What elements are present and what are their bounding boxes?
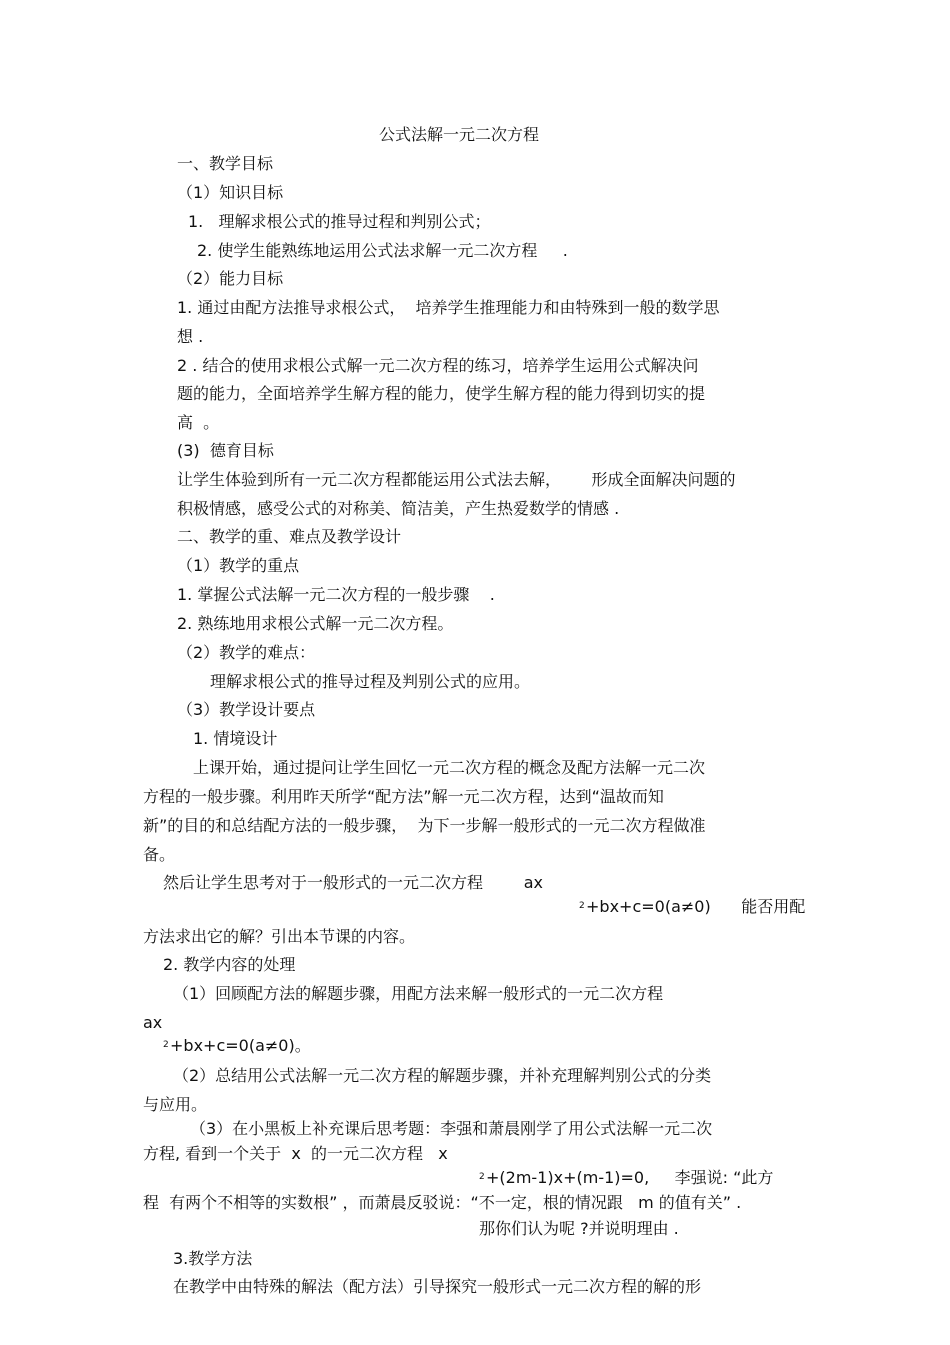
text-line: 那你们认为呢 ?并说明理由 . — [479, 1219, 679, 1238]
text-line: 1. 情境设计 — [193, 729, 278, 748]
text-line: 一、教学目标 — [177, 154, 274, 173]
text-line: （1）教学的重点 — [177, 556, 300, 575]
text-line: +(2m-1)x+(m-1)=0, 李强说: “此方 — [486, 1168, 774, 1187]
text-line: 方程, 看到一个关于 x 的一元二次方程 x — [143, 1144, 448, 1163]
text-line: 与应用。 — [143, 1095, 208, 1114]
text-line: ax — [143, 1013, 163, 1032]
text-line: 在教学中由特殊的解法（配方法）引导探究一般形式一元二次方程的解的形 — [173, 1277, 702, 1296]
text-line: （3）在小黑板上补充课后思考题：李强和萧晨刚学了用公式法解一元二次 — [190, 1119, 713, 1138]
superscript-2: 2 — [479, 1172, 485, 1182]
text-line: （3）教学设计要点 — [177, 700, 316, 719]
text-line: 备。 — [143, 845, 176, 864]
text-line: +bx+c=0(a≠0)。 — [170, 1036, 311, 1055]
text-line: 新”的目的和总结配方法的一般步骤， 为下一步解一般形式的一元二次方程做准 — [143, 816, 706, 835]
text-line: 积极情感，感受公式的对称美、简洁美，产生热爱数学的情感 . — [177, 499, 620, 518]
text-line: （1）知识目标 — [177, 183, 284, 202]
superscript-2: 2 — [163, 1040, 169, 1050]
text-line: 3.教学方法 — [173, 1249, 253, 1268]
superscript-2: 2 — [579, 901, 585, 911]
text-line: 然后让学生思考对于一般形式的一元二次方程 ax — [163, 873, 543, 892]
text-line: 让学生体验到所有一元二次方程都能运用公式法去解， 形成全面解决问题的 — [177, 470, 736, 489]
text-line: 上课开始，通过提问让学生回忆一元二次方程的概念及配方法解一元二次 — [193, 758, 706, 777]
text-line: 方程的一般步骤。利用昨天所学“配方法”解一元二次方程，达到“温故而知 — [143, 787, 664, 806]
text-line: 理解求根公式的推导过程及判别公式的应用。 — [210, 672, 531, 691]
text-line: （2）总结用公式法解一元二次方程的解题步骤，并补充理解判别公式的分类 — [173, 1066, 712, 1085]
text-line: 二、教学的重、难点及教学设计 — [177, 527, 402, 546]
text-line: +bx+c=0(a≠0) 能否用配 — [586, 897, 806, 916]
text-line: （2）能力目标 — [177, 269, 284, 288]
text-line: （2）教学的难点： — [177, 643, 316, 662]
text-line: 1. 理解求根公式的推导过程和判别公式； — [188, 212, 491, 231]
text-line: （1）回顾配方法的解题步骤，用配方法来解一般形式的一元二次方程 — [173, 984, 664, 1003]
text-line: 2. 使学生能熟练地运用公式法求解一元二次方程 . — [197, 241, 568, 260]
text-line: (3) 德育目标 — [177, 441, 274, 460]
text-line: 程 有两个不相等的实数根” ，而萧晨反驳说：“不一定，根的情况跟 m 的值有关” . — [143, 1193, 742, 1212]
doc-title: 公式法解一元二次方程 — [379, 125, 540, 144]
text-line: 1. 掌握公式法解一元二次方程的一般步骤 . — [177, 585, 495, 604]
text-line: 2. 熟练地用求根公式解一元二次方程。 — [177, 614, 454, 633]
text-line: 想 . — [177, 327, 204, 346]
text-line: 2 . 结合的使用求根公式解一元二次方程的练习，培养学生运用公式解决问 — [177, 356, 699, 375]
text-line: 2. 教学内容的处理 — [163, 955, 296, 974]
text-line: 方法求出它的解？引出本节课的内容。 — [143, 927, 416, 946]
text-line: 1. 通过由配方法推导求根公式， 培养学生推理能力和由特殊到一般的数学思 — [177, 298, 720, 317]
text-line: 高 。 — [177, 413, 220, 432]
text-line: 题的能力，全面培养学生解方程的能力，使学生解方程的能力得到切实的提 — [177, 384, 706, 403]
